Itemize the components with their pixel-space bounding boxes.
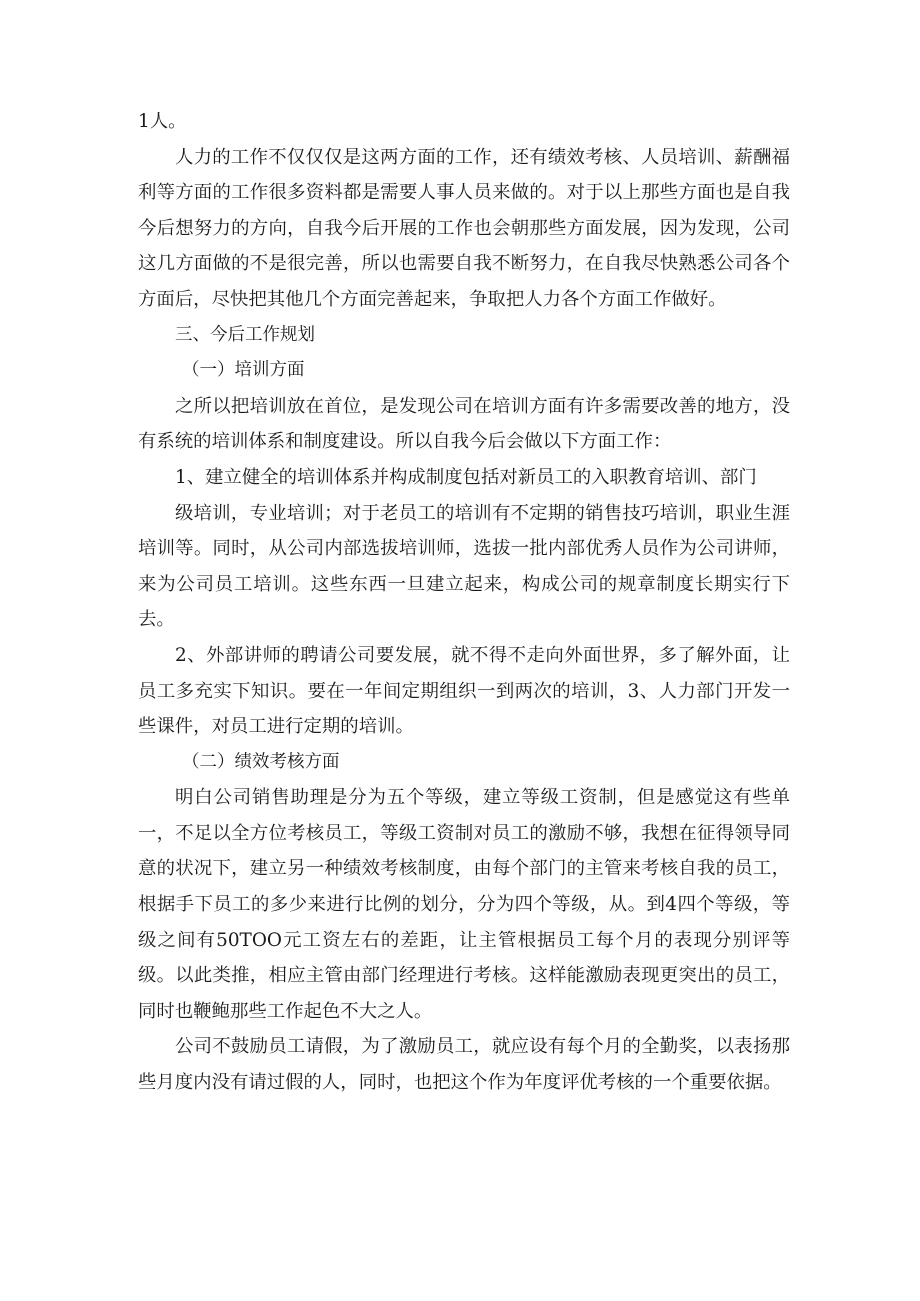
section-heading-future-plan: 三、今后工作规划 [175, 324, 315, 345]
paragraph-attendance: 公司不鼓励员工请假，为了激励员工，就应设有每个月的全勤奖，以表扬那些月度内没有请过假的人，同时，也把这个作为年度评优考核的一个重要依据。 [138, 1036, 790, 1094]
paragraph-training-item-1: 1、建立健全的培训体系并构成制度包括对新员工的入职教育培训、部门 [175, 466, 757, 488]
document-page [138, 104, 790, 1101]
paragraph-training-intro: 之所以把培训放在首位，是发现公司在培训方面有许多需要改善的地方，没有系统的培训体系和制度建设。所以自我今后会做以下方面工作： [138, 395, 790, 453]
paragraph-training-item-1-cont: 级培训，专业培训；对于老员工的培训有不定期的销售技巧培训，职业生涯培训等。同时，从公司内部选拔培训师，选拔一批内部优秀人员作为公司讲师，来为公司员工培训。这些东西一旦建立起来，构成公司的规章制度长期实行下去。 [138, 502, 790, 631]
subsection-heading-training: （一）培训方面 [182, 360, 305, 381]
paragraph-performance: 明白公司销售助理是分为五个等级，建立等级工资制，但是感觉这有些单一，不足以全方位考核员工，等级工资制对员工的激励不够，我想在征得领导同意的状况下，建立另一种绩效考核制度，由每个部门的主管来考核自我的员工，根据手下员工的多少来进行比例的划分，分为四个等级，从。到4四个等级，等级之间有50TOO元工资左右的差距，让主管根据员工每个月的表现分别评等级。以此类推，相应主管由部门经理进行考核。这样能激励表现更突出的员工，同时也鞭鲍那些工作起色不大之人。 [138, 787, 790, 1022]
paragraph-hr-work: 人力的工作不仅仅仅是这两方面的工作，还有绩效考核、人员培训、薪酬福利等方面的工作很多资料都是需要人事人员来做的。对于以上那些方面也是自我今后想努力的方向，自我今后开展的工作也会朝那些方面发展，因为发现，公司这几方面做的不是很完善，所以也需要自我不断努力，在自我尽快熟悉公司各个方面后，尽快把其他几个方面完善起来，争取把人力各个方面工作做好。 [138, 146, 790, 310]
subsection-heading-performance: （二）绩效考核方面 [182, 751, 340, 772]
paragraph-training-item-2: 2、外部讲师的聘请公司要发展，就不得不走向外面世界，多了解外面，让员工多充实下知识。要在一年间定期组织一到两次的培训，3、人力部门开发一些课件，对员工进行定期的培训。 [138, 644, 790, 738]
paragraph-continuation: 1人。 [138, 111, 187, 132]
